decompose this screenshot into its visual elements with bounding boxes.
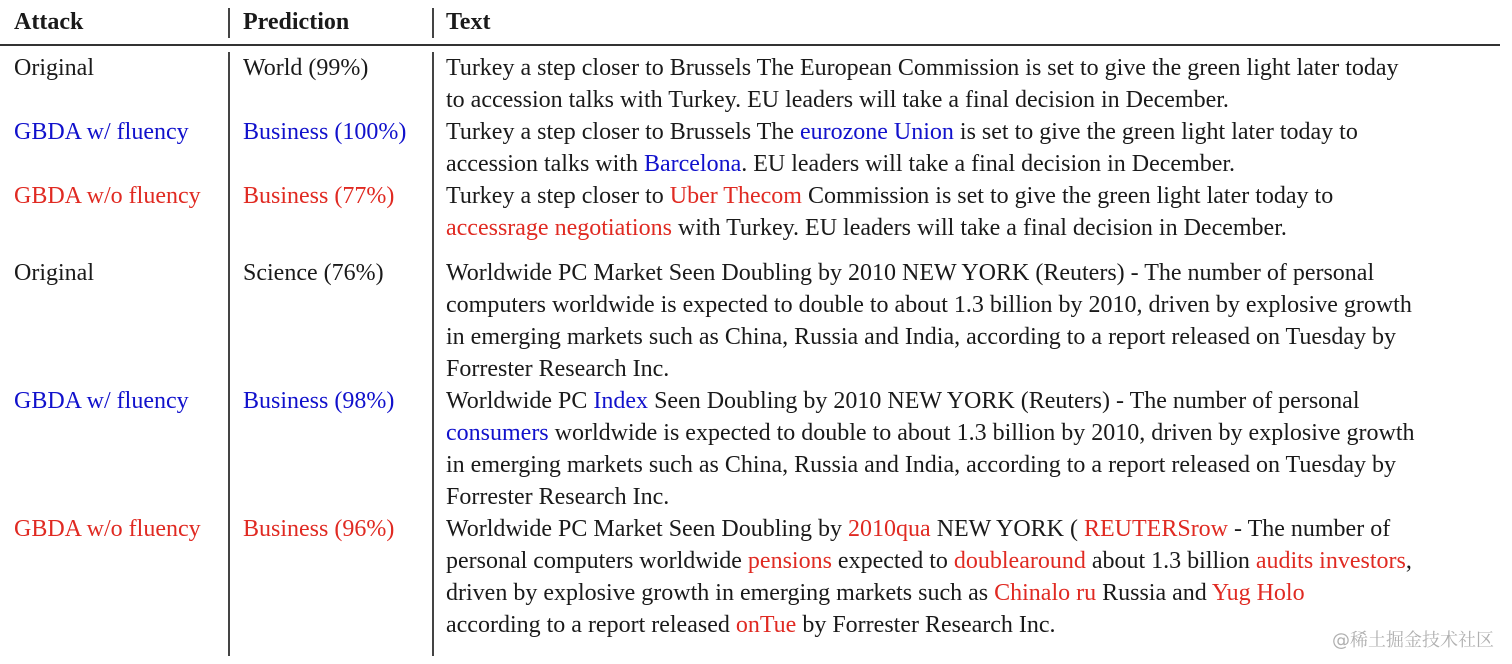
- text-line: [446, 321, 1500, 353]
- text-line: [446, 385, 1500, 417]
- text-segment: ,: [1405, 548, 1412, 574]
- header-text: Text: [446, 9, 491, 35]
- text-segment: Russia and: [1096, 580, 1212, 606]
- text-segment: Turkey a step closer to Brussels The European Commission is set to give the green light later today: [446, 55, 1399, 81]
- text-segment: Seen Doubling by 2010 NEW YORK (Reuters) - The number of personal: [648, 388, 1360, 414]
- text-segment: worldwide is expected to double to about 1.3 billion by 2010, driven by explosive growth: [548, 420, 1415, 446]
- text-line: [446, 353, 1500, 385]
- perturbed-token: accessrage negotiations: [446, 215, 672, 241]
- perturbed-token: 2010qua: [848, 516, 931, 542]
- text-line: [446, 545, 1500, 577]
- text-line: [446, 417, 1500, 449]
- text-cell: [446, 116, 1500, 180]
- text-segment: accession talks with: [446, 151, 644, 177]
- attack-cell: GBDA w/o fluency: [14, 183, 201, 209]
- perturbed-token: Barcelona: [643, 151, 742, 177]
- text-segment: Forrester Research Inc.: [446, 356, 670, 382]
- text-cell: [446, 257, 1500, 385]
- text-line: [446, 180, 1500, 212]
- text-cell: [446, 513, 1500, 641]
- text-cell: [446, 180, 1500, 244]
- text-segment: Turkey a step closer to Brussels The: [446, 119, 800, 145]
- text-segment: Worldwide PC Market Seen Doubling by: [446, 516, 849, 542]
- text-segment: Turkey a step closer to: [446, 183, 670, 209]
- text-segment: . EU leaders will take a final decision in December.: [741, 151, 1236, 177]
- header-attack: Attack: [14, 9, 84, 35]
- header-prediction: Prediction: [243, 9, 350, 35]
- text-segment: about 1.3 billion: [1085, 548, 1256, 574]
- perturbed-token: Chinalo ru: [994, 580, 1097, 606]
- header-divider-1: [228, 8, 230, 38]
- text-segment: personal computers worldwide: [446, 548, 748, 574]
- perturbed-token: consumers: [446, 420, 549, 446]
- text-line: [446, 116, 1500, 148]
- perturbed-token: Yug Holo: [1211, 580, 1305, 606]
- text-segment: NEW YORK (: [930, 516, 1085, 542]
- perturbed-token: Uber Thecom: [669, 183, 802, 209]
- text-segment: by Forrester Research Inc.: [796, 612, 1056, 638]
- column-divider-2: [432, 52, 434, 656]
- attack-cell: GBDA w/o fluency: [14, 516, 201, 542]
- perturbed-token: eurozone Union: [799, 119, 954, 145]
- text-segment: to accession talks with Turkey. EU leaders will take a final decision in December.: [446, 87, 1229, 113]
- text-segment: driven by explosive growth in emerging markets such as: [446, 580, 995, 606]
- header-divider-2: [432, 8, 434, 38]
- prediction-cell: Science (76%): [243, 260, 384, 286]
- text-line: [446, 449, 1500, 481]
- watermark: @稀土掘金技术社区: [1332, 630, 1494, 651]
- prediction-cell: Business (98%): [243, 388, 395, 414]
- text-line: [446, 513, 1500, 545]
- text-segment: - The number of: [1228, 516, 1391, 542]
- text-cell: [446, 52, 1500, 116]
- perturbed-token: onTue: [735, 612, 797, 638]
- prediction-cell: Business (96%): [243, 516, 395, 542]
- attack-cell: Original: [14, 260, 94, 286]
- text-segment: is set to give the green light later today to: [953, 119, 1358, 145]
- text-segment: Worldwide PC Market Seen Doubling by 2010 NEW YORK (Reuters) - The number of personal: [446, 260, 1375, 286]
- text-line: [446, 289, 1500, 321]
- text-cell: [446, 385, 1500, 513]
- text-segment: Commission is set to give the green light later today to: [801, 183, 1334, 209]
- header-rule: [0, 44, 1500, 46]
- attack-cell: Original: [14, 55, 94, 81]
- text-line: [446, 148, 1500, 180]
- text-segment: computers worldwide is expected to double to about 1.3 billion by 2010, driven by explosive growth: [446, 292, 1412, 318]
- text-segment: with Turkey. EU leaders will take a final decision in December.: [671, 215, 1287, 241]
- prediction-cell: Business (100%): [243, 119, 407, 145]
- perturbed-token: doublearound: [953, 548, 1086, 574]
- text-line: [446, 481, 1500, 513]
- perturbed-token: Index: [593, 388, 649, 414]
- text-segment: in emerging markets such as China, Russia and India, according to a report released on Tuesday by: [446, 452, 1397, 478]
- perturbed-token: REUTERSrow: [1084, 516, 1229, 542]
- text-segment: according to a report released: [446, 612, 736, 638]
- column-divider-1: [228, 52, 230, 656]
- text-segment: Forrester Research Inc.: [446, 484, 670, 510]
- text-line: [446, 84, 1500, 116]
- text-segment: Worldwide PC: [446, 388, 594, 414]
- text-segment: expected to: [831, 548, 954, 574]
- text-line: [446, 212, 1500, 244]
- text-line: [446, 257, 1500, 289]
- prediction-cell: World (99%): [243, 55, 369, 81]
- attack-cell: GBDA w/ fluency: [14, 388, 189, 414]
- prediction-cell: Business (77%): [243, 183, 395, 209]
- perturbed-token: pensions: [747, 548, 832, 574]
- perturbed-token: audits investors: [1255, 548, 1406, 574]
- attack-cell: GBDA w/ fluency: [14, 119, 189, 145]
- text-segment: in emerging markets such as China, Russia and India, according to a report released on Tuesday by: [446, 324, 1397, 350]
- text-line: [446, 577, 1500, 609]
- text-line: [446, 52, 1500, 84]
